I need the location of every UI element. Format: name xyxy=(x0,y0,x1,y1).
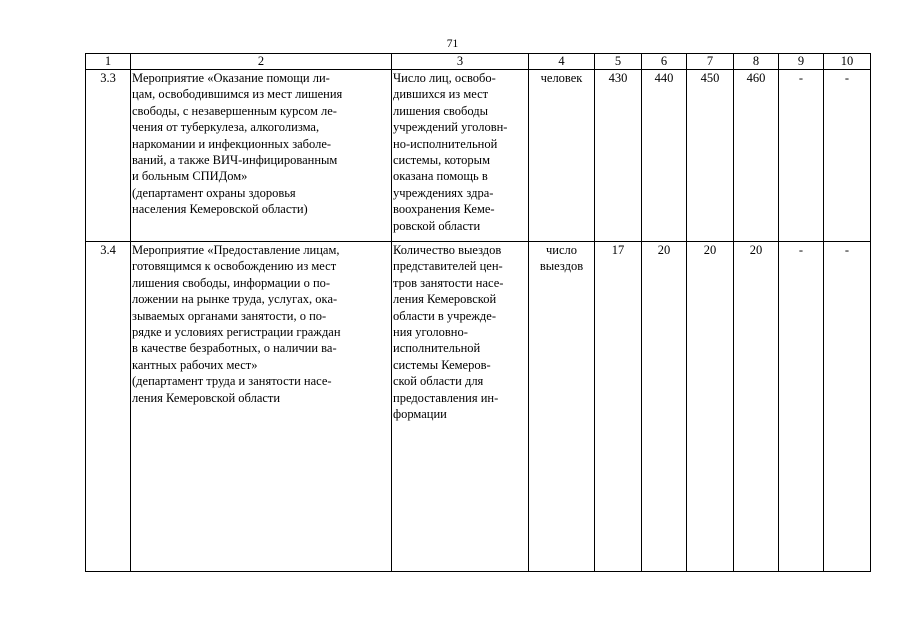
table-header-row xyxy=(86,54,871,70)
value-col-6: 440 xyxy=(642,70,687,242)
value-col-9: - xyxy=(779,242,824,572)
page-number: 71 xyxy=(446,38,459,50)
indicator-description: Число лиц, освобо- дившихся из мест лишения свободы учреждений уголовн- но-исполнительной системы, которым оказана помощь в учреждениях здра- воохранения Кеме- ровской области xyxy=(392,70,529,242)
activity-description: Мероприятие «Оказание помощи ли- цам, освободившимся из мест лишения свободы, с незавершенным курсом ле- чения от туберкулеза, алкоголизма, наркомании и инфекционных заболе- ваний, а также ВИЧ-инфицированным и больным СПИДом» (департамент охраны здоровья населения Кемеровской области) xyxy=(131,70,392,242)
unit-cell: человек xyxy=(529,70,595,242)
row-number: 3.4 xyxy=(86,242,131,572)
table-row xyxy=(86,70,871,242)
value-col-10: - xyxy=(824,242,871,572)
value-col-8: 460 xyxy=(734,70,779,242)
value-col-5: 17 xyxy=(595,242,642,572)
table-row xyxy=(86,242,871,572)
header-cell: 6 xyxy=(642,54,687,70)
header-cell: 4 xyxy=(529,54,595,70)
header-cell: 7 xyxy=(687,54,734,70)
header-cell: 8 xyxy=(734,54,779,70)
value-col-9: - xyxy=(779,70,824,242)
header-cell: 1 xyxy=(86,54,131,70)
header-cell: 2 xyxy=(131,54,392,70)
value-col-5: 430 xyxy=(595,70,642,242)
program-indicators-table xyxy=(85,53,871,572)
value-col-6: 20 xyxy=(642,242,687,572)
header-cell: 5 xyxy=(595,54,642,70)
unit-cell: число выездов xyxy=(529,242,595,572)
header-cell: 3 xyxy=(392,54,529,70)
activity-description: Мероприятие «Предоставление лицам, готовящимся к освобождению из мест лишения свободы, информации о по- ложении на рынке труда, услугах, ока- зываемых органами занятости, о по- рядке и условиях регистрации граждан в качестве безработных, о наличии ва- кантных рабочих мест» (департамент труда и занятости насе- ления Кемеровской области xyxy=(131,242,392,572)
value-col-7: 450 xyxy=(687,70,734,242)
header-cell: 9 xyxy=(779,54,824,70)
value-col-7: 20 xyxy=(687,242,734,572)
row-number: 3.3 xyxy=(86,70,131,242)
indicator-description: Количество выездов представителей цен- тров занятости насе- ления Кемеровской области в учрежде- ния уголовно- исполнительной системы Кемеров- ской области для предоставления ин- формации xyxy=(392,242,529,572)
value-col-10: - xyxy=(824,70,871,242)
header-cell: 10 xyxy=(824,54,871,70)
value-col-8: 20 xyxy=(734,242,779,572)
